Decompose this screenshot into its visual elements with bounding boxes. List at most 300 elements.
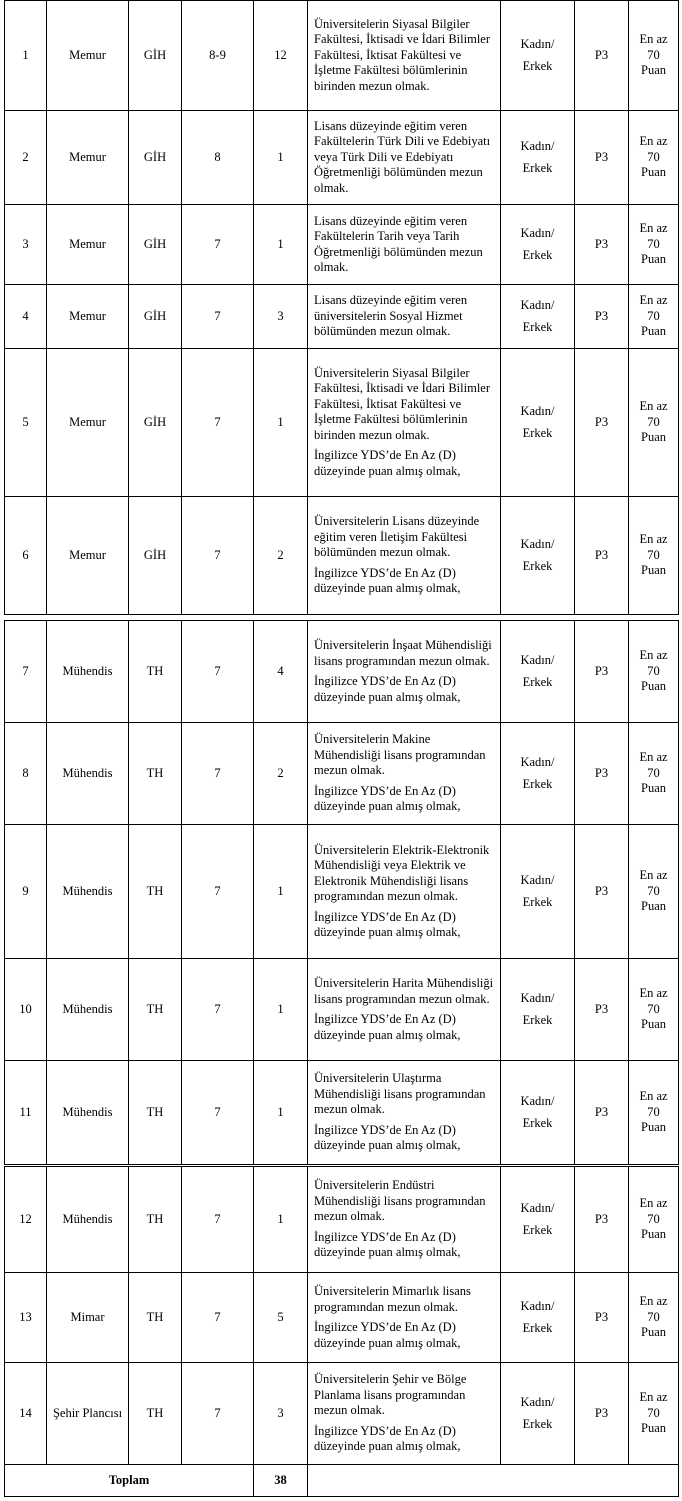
row-number-text: 13 [19,1309,32,1324]
table-row [5,205,679,285]
position-count-text: 2 [277,765,284,780]
score-text: Puan [641,899,666,914]
score-text: En az [639,293,668,308]
position-count [254,825,308,959]
score-text: Puan [641,563,666,578]
score-text: 70 [647,547,660,562]
service-class-text: GİH [143,308,167,323]
score-text: En az [639,1294,668,1309]
row-number [5,1167,47,1273]
gender [501,825,575,959]
row-number [5,1061,47,1165]
table-row [5,285,679,349]
requirements [308,285,501,349]
requirements [308,959,501,1061]
requirement-text: Lisans düzeyinde eğitim veren Fakültelerin Tarih veya Tarih Öğretmenliği bölümünden mezun olmak. [314,213,483,274]
table-row [5,1167,679,1273]
gender [501,1167,575,1273]
row-number [5,111,47,205]
row-number-text: 12 [19,1211,32,1226]
grade [182,1061,254,1165]
score-text: 70 [647,308,660,323]
gender [501,959,575,1061]
requirement-text: Üniversitelerin Harita Mühendisliği lisans programından mezun olmak. [314,976,494,1006]
position-count-text: 5 [277,1309,284,1324]
position-title [47,205,129,285]
grade-text: 7 [214,414,221,429]
position-title-text: Mühendis [62,883,113,898]
position-title-text: Memur [69,47,106,62]
gender [501,1,575,111]
total-label-text: Toplam [108,1472,150,1487]
minimum-score [629,1273,679,1363]
score-text: En az [639,986,668,1001]
row-number [5,285,47,349]
position-count-text: 3 [277,308,284,323]
exam-type [575,205,629,285]
service-class [129,1363,182,1465]
position-count-text: 12 [274,47,287,62]
position-title [47,349,129,497]
row-number [5,1273,47,1363]
position-title-text: Memur [69,149,106,164]
grade [182,111,254,205]
exam-type [575,1,629,111]
position-title [47,959,129,1061]
table-row [5,497,679,615]
requirements [308,621,501,723]
gender [501,285,575,349]
position-title-text: Mühendis [62,1211,113,1226]
grade [182,621,254,723]
score-text: 70 [647,47,660,62]
grade-text: 7 [214,547,221,562]
exam-type-text: P3 [594,47,609,62]
position-title-text: Mühendis [62,663,113,678]
requirement-text: İngilizce YDS’de En Az (D) düzeyinde puan almış olmak, [314,448,461,478]
gender-text: Kadın/ [520,139,555,153]
table-row [5,621,679,723]
gender-text: Erkek [522,1115,553,1130]
position-title [47,1061,129,1165]
position-count-text: 1 [277,1001,284,1016]
grade [182,1,254,111]
exam-type [575,1061,629,1165]
position-title [47,285,129,349]
score-text: 70 [647,663,660,678]
row-number [5,723,47,825]
service-class-text: GİH [143,149,167,164]
gender-text: Kadın/ [520,873,555,887]
exam-type [575,1273,629,1363]
service-class [129,723,182,825]
score-text: 70 [647,414,660,429]
grade [182,349,254,497]
requirement-text: Üniversitelerin Endüstri Mühendisliği lisans programından mezun olmak. [314,1178,486,1224]
score-text: En az [639,1390,668,1405]
position-title [47,1363,129,1465]
requirement-text: Üniversitelerin Lisans düzeyinde eğitim veren İletişim Fakültesi bölümünden mezun olmak. [314,514,480,560]
row-number [5,1,47,111]
grade [182,959,254,1061]
grade-text: 7 [214,236,221,251]
gender-text: Kadın/ [520,755,555,769]
score-text: 70 [647,236,660,251]
position-title-text: Şehir Plancısı [52,1405,123,1420]
score-text: 70 [647,1405,660,1420]
position-count [254,1167,308,1273]
requirement-text: Üniversitelerin İnşaat Mühendisliği lisans programından mezun olmak. [314,638,492,668]
exam-type-text: P3 [594,308,609,323]
exam-type-text: P3 [594,765,609,780]
service-class-text: GİH [143,236,167,251]
exam-type-text: P3 [594,663,609,678]
score-text: Puan [641,781,666,796]
minimum-score [629,205,679,285]
exam-type-text: P3 [594,149,609,164]
score-text: 70 [647,1211,660,1226]
requirement-text: Lisans düzeyinde eğitim veren Fakültelerin Türk Dili ve Edebiyatı veya Türk Dili ve Edebiyatı Öğretmenliği bölümünden mezun olmak. [314,118,491,195]
grade-text: 8-9 [209,47,226,62]
exam-type-text: P3 [594,1405,609,1420]
grade-text: 7 [214,1104,221,1119]
position-count [254,1061,308,1165]
gender-text: Erkek [522,425,553,440]
gender [501,205,575,285]
position-count-text: 2 [277,547,284,562]
position-title [47,497,129,615]
score-text: Puan [641,1120,666,1135]
service-class [129,1167,182,1273]
requirement-text: Lisans düzeyinde eğitim veren üniversitelerin Sosyal Hizmet bölümünden mezun olmak. [314,293,468,339]
grade [182,825,254,959]
position-title-text: Mühendis [62,1104,113,1119]
gender [501,111,575,205]
minimum-score [629,349,679,497]
service-class-text: TH [146,1405,164,1420]
exam-type-text: P3 [594,547,609,562]
gender-text: Erkek [522,160,553,175]
gender [501,1363,575,1465]
total-empty [308,1465,679,1497]
exam-type [575,959,629,1061]
score-text: En az [639,1089,668,1104]
gender-text: Erkek [522,1222,553,1237]
score-text: 70 [647,1001,660,1016]
score-text: En az [639,134,668,149]
requirements [308,1,501,111]
row-number-text: 3 [22,236,29,251]
position-count-text: 1 [277,1104,284,1119]
requirement-text: İngilizce YDS’de En Az (D) düzeyinde puan almış olmak, [314,783,461,814]
requirement-text: Üniversitelerin Siyasal Bilgiler Fakültesi, İktisadi ve İdari Bilimler Fakültesi, İktisat Fakültesi ve İşletme Fakültesi bölümlerinin birinden mezun olmak. [314,16,491,93]
requirement-text: Üniversitelerin Ulaştırma Mühendisliği lisans programından mezun olmak. [314,1071,486,1117]
row-number-text: 8 [22,765,29,780]
positions-table-part-3 [4,1166,679,1497]
gender-text: Kadın/ [520,404,555,418]
gender-text: Kadın/ [520,653,555,667]
exam-type [575,1167,629,1273]
gender [501,349,575,497]
score-text: En az [639,32,668,47]
gender [501,723,575,825]
row-number-text: 10 [19,1001,32,1016]
minimum-score [629,959,679,1061]
positions-table-part-1 [4,0,679,615]
gender-text: Kadın/ [520,1094,555,1108]
minimum-score [629,285,679,349]
position-count-text: 3 [277,1405,284,1420]
position-title-text: Memur [69,547,106,562]
position-count [254,1273,308,1363]
score-text: Puan [641,1227,666,1242]
position-title-text: Memur [69,414,106,429]
service-class-text: GİH [143,47,167,62]
total-value [254,1465,308,1497]
exam-type-text: P3 [594,236,609,251]
grade-text: 7 [214,1309,221,1324]
exam-type [575,349,629,497]
gender-text: Kadın/ [520,37,555,51]
exam-type-text: P3 [594,1001,609,1016]
score-text: En az [639,532,668,547]
requirements [308,1273,501,1363]
service-class [129,959,182,1061]
requirement-text: Üniversitelerin Elektrik-Elektronik Mühendisliği veya Elektrik ve Elektronik Mühendisliği lisans programından mezun olmak. [314,842,490,903]
position-count [254,621,308,723]
grade-text: 7 [214,883,221,898]
gender [501,497,575,615]
position-title-text: Mimar [70,1309,105,1324]
requirements [308,497,501,615]
position-count [254,1363,308,1465]
table-row [5,1061,679,1165]
gender-text: Kadın/ [520,537,555,551]
exam-type [575,723,629,825]
grade-text: 7 [214,663,221,678]
score-text: Puan [641,165,666,180]
score-text: 70 [647,1104,660,1119]
minimum-score [629,1363,679,1465]
position-count-text: 4 [277,663,284,678]
grade [182,723,254,825]
table-row [5,111,679,205]
position-title-text: Mühendis [62,1001,113,1016]
row-number-text: 7 [22,663,29,678]
minimum-score [629,1,679,111]
minimum-score [629,111,679,205]
minimum-score [629,825,679,959]
grade-text: 8 [214,149,221,164]
requirement-text: İngilizce YDS’de En Az (D) düzeyinde puan almış olmak, [314,1012,461,1042]
score-text: Puan [641,63,666,78]
requirement-text: İngilizce YDS’de En Az (D) düzeyinde puan almış olmak, [314,909,461,939]
service-class [129,825,182,959]
exam-type [575,497,629,615]
service-class-text: TH [146,883,164,898]
service-class-text: TH [146,1001,164,1016]
score-text: 70 [647,1309,660,1324]
requirements [308,1363,501,1465]
grade-text: 7 [214,765,221,780]
position-count [254,959,308,1061]
service-class [129,349,182,497]
requirement-text: Üniversitelerin Şehir ve Bölge Planlama lisans programından mezun olmak. [314,1372,467,1418]
row-number [5,825,47,959]
table-row [5,1363,679,1465]
grade-text: 7 [214,308,221,323]
position-title [47,1167,129,1273]
position-count [254,349,308,497]
service-class [129,497,182,615]
gender-text: Kadın/ [520,1201,555,1215]
position-title [47,621,129,723]
row-number [5,959,47,1061]
exam-type [575,825,629,959]
exam-type-text: P3 [594,883,609,898]
table-row [5,825,679,959]
position-count [254,497,308,615]
gender-text: Erkek [522,776,553,791]
exam-type-text: P3 [594,1211,609,1226]
service-class-text: TH [146,663,164,678]
row-number-text: 6 [22,547,29,562]
requirements [308,825,501,959]
minimum-score [629,621,679,723]
row-number-text: 1 [22,47,29,62]
gender-text: Kadın/ [520,1395,555,1409]
position-title [47,723,129,825]
minimum-score [629,497,679,615]
grade [182,1273,254,1363]
gender-text: Erkek [522,1416,553,1431]
gender [501,621,575,723]
position-count-text: 1 [277,1211,284,1226]
service-class [129,205,182,285]
requirement-text: İngilizce YDS’de En Az (D) düzeyinde puan almış olmak, [314,1423,461,1454]
grade [182,285,254,349]
score-text: Puan [641,1325,666,1340]
position-count [254,285,308,349]
gender [501,1273,575,1363]
exam-type [575,1363,629,1465]
row-number-text: 4 [22,308,29,323]
requirements [308,349,501,497]
exam-type [575,111,629,205]
gender-text: Kadın/ [520,226,555,240]
service-class [129,1061,182,1165]
score-text: En az [639,750,668,765]
score-text: Puan [641,1421,666,1436]
position-title-text: Memur [69,236,106,251]
positions-table-part-2 [4,620,679,1165]
requirement-text: Üniversitelerin Siyasal Bilgiler Fakültesi, İktisadi ve İdari Bilimler Fakültesi, İktisat Fakültesi ve İşletme Fakültesi bölümlerinin birinden mezun olmak. [314,365,491,442]
requirement-text: İngilizce YDS’de En Az (D) düzeyinde puan almış olmak, [314,674,461,704]
exam-type-text: P3 [594,1309,609,1324]
minimum-score [629,1167,679,1273]
position-count [254,723,308,825]
position-count [254,1,308,111]
score-text: Puan [641,1017,666,1032]
service-class-text: TH [146,1309,164,1324]
total-value-text: 38 [274,1472,287,1487]
position-count-text: 1 [277,236,284,251]
minimum-score [629,723,679,825]
row-number-text: 2 [22,149,29,164]
gender-text: Erkek [522,247,553,262]
gender-text: Erkek [522,319,553,334]
row-number [5,621,47,723]
grade-text: 7 [214,1405,221,1420]
gender-text: Erkek [522,674,553,689]
requirements [308,723,501,825]
gender-text: Erkek [522,1320,553,1335]
score-text: Puan [641,252,666,267]
position-count-text: 1 [277,149,284,164]
service-class-text: TH [146,1104,164,1119]
service-class [129,621,182,723]
row-number [5,1363,47,1465]
gender-text: Kadın/ [520,1299,555,1313]
position-count [254,205,308,285]
requirement-text: İngilizce YDS’de En Az (D) düzeyinde puan almış olmak, [314,1320,461,1350]
gender [501,1061,575,1165]
service-class-text: TH [146,765,164,780]
total-label [5,1465,254,1497]
score-text: En az [639,648,668,663]
score-text: En az [639,1196,668,1211]
position-title-text: Mühendis [62,765,113,780]
position-title [47,1273,129,1363]
service-class-text: GİH [143,414,167,429]
requirements [308,1167,501,1273]
grade [182,1167,254,1273]
requirements [308,111,501,205]
table-row [5,349,679,497]
gender-text: Erkek [522,1012,553,1027]
gender-text: Kadın/ [520,991,555,1005]
requirements [308,205,501,285]
position-count-text: 1 [277,414,284,429]
service-class [129,1273,182,1363]
service-class [129,285,182,349]
row-number [5,497,47,615]
position-title [47,1,129,111]
position-title [47,825,129,959]
score-text: 70 [647,765,660,780]
score-text: En az [639,221,668,236]
exam-type [575,621,629,723]
service-class [129,1,182,111]
requirement-text: İngilizce YDS’de En Az (D) düzeyinde puan almış olmak, [314,565,461,596]
row-number-text: 11 [19,1104,32,1119]
grade [182,1363,254,1465]
table-row [5,959,679,1061]
score-text: En az [639,868,668,883]
gender-text: Kadın/ [520,298,555,312]
table-row [5,723,679,825]
row-number-text: 5 [22,414,29,429]
position-count [254,111,308,205]
exam-type-text: P3 [594,414,609,429]
gender-text: Erkek [522,558,553,573]
requirement-text: Üniversitelerin Makine Mühendisliği lisans programından mezun olmak. [314,732,486,778]
requirements [308,1061,501,1165]
row-number [5,349,47,497]
gender-text: Erkek [522,58,553,73]
minimum-score [629,1061,679,1165]
gender-text: Erkek [522,894,553,909]
